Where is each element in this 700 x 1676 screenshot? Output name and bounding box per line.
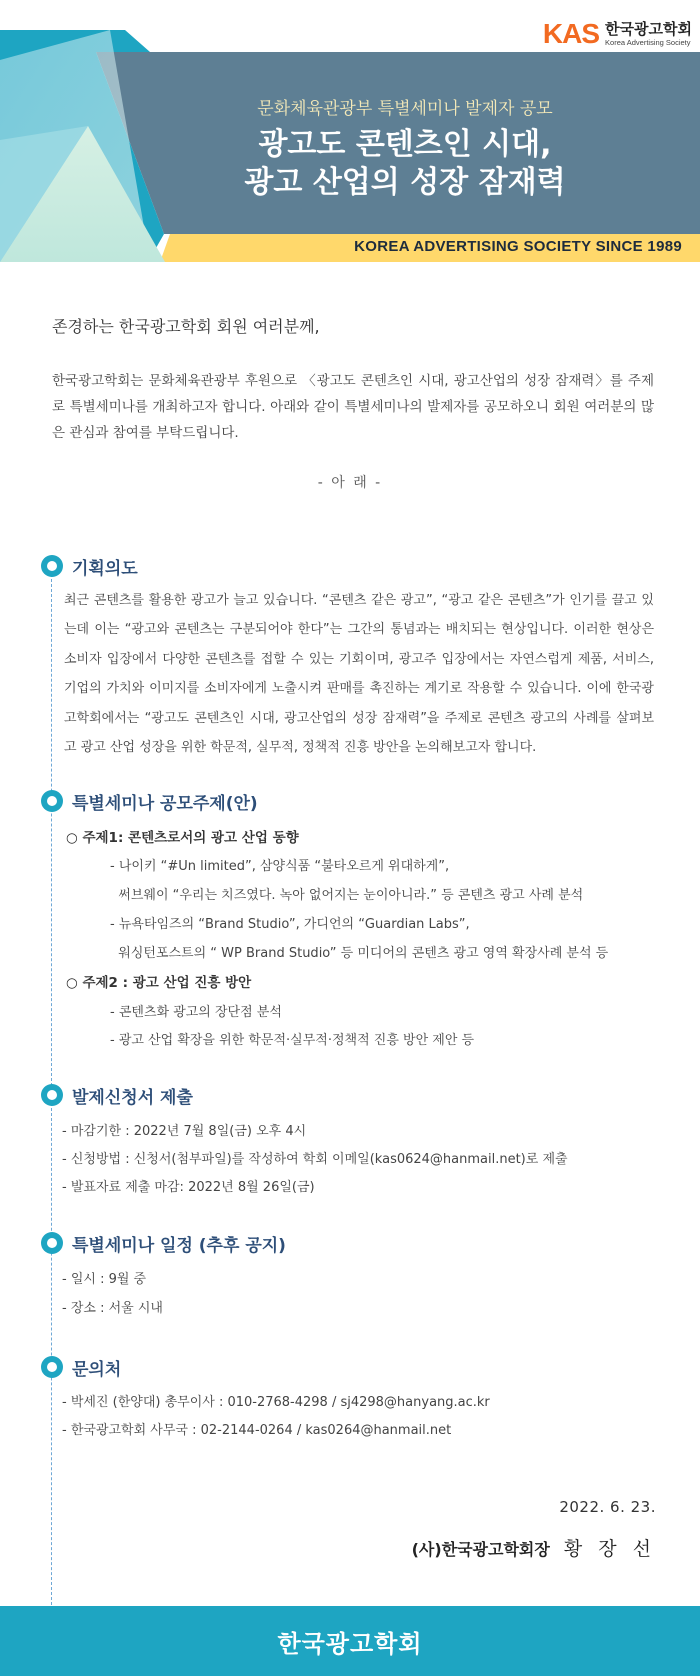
signature-org: (사)한국광고학회장 [411, 1540, 550, 1559]
logo-text [605, 21, 692, 47]
header-banner [0, 0, 700, 262]
topic-2-heading: ○ 주제2 : 광고 산업 진흥 방안 [66, 975, 252, 991]
header-band-text: KOREA ADVERTISING SOCIETY SINCE 1989 [354, 238, 682, 255]
section-bullet-icon [41, 555, 63, 577]
submission-line: - 신청방법 : 신청서(첨부파일)를 작성하여 학회 이메일(kas0624@hanmail.net)로 제출 [62, 1152, 568, 1167]
topic-1-heading: ○ 주제1: 콘텐츠로서의 광고 산업 동향 [66, 830, 299, 846]
topic-1-line: - 나이키 “#Un limited”, 삼양식품 “불타오르게 위대하게”, [110, 859, 450, 874]
contact-line: - 한국광고학회 사무국 : 02-2144-0264 / kas0264@hanmail.net [62, 1423, 452, 1438]
purpose-body: 최근 콘텐츠를 활용한 광고가 늘고 있습니다. “콘텐츠 같은 광고”, “광고 같은 콘텐츠”가 인기를 끌고 있는데 이는 “광고와 콘텐츠는 구분되어야 한다”는 그간의 통념과는 배치되는 현상입니다. 이러한 현상은 소비자 입장에서 다양한 콘텐츠를 접할 수 있는 기회이며, 광고주 입장에서는 자연스럽게 제품, 서비스, 기업의 가치와 이미지를 소비자에게 노출시켜 판매를 촉진하는 계기로 작용할 수 있습니다. 이에 한국광고학회에서는 “광고도 콘텐츠인 시대, 광고산업의 성장 잠재력”을 주제로 콘텐츠 광고의 사례를 살펴보고 광고 산업 성장을 위한 학문적, 실무적, 정책적 진흥 방안을 논의해보고자 합니다. [64, 593, 654, 756]
footer-label: 한국광고학회 [277, 1629, 423, 1658]
logo-mark: KAS [542, 18, 600, 49]
section-bullet-icon [41, 790, 63, 812]
topic-1-line: - 뉴욕타임즈의 “Brand Studio”, 가디언의 “Guardian Labs”, [110, 917, 470, 932]
section-title-topics: 특별세미나 공모주제(안) [72, 794, 258, 814]
kas-logo [543, 20, 692, 48]
section-title-schedule: 특별세미나 일정 (추후 공지) [72, 1236, 286, 1256]
signature-name: 황 장 선 [563, 1538, 656, 1560]
schedule-line: - 일시 : 9월 중 [62, 1272, 147, 1287]
footer-banner [0, 1606, 700, 1676]
logo-name-korean: 한국광고학회 [605, 20, 692, 39]
section-title-purpose: 기획의도 [72, 559, 138, 579]
topic-1-line: 워싱턴포스트의 “ WP Brand Studio” 등 미디어의 콘텐츠 광고 영역 확장사례 분석 등 [110, 946, 609, 961]
topic-1-line: 써브웨이 “우리는 치즈였다. 녹아 없어지는 눈이아니라.” 등 콘텐츠 광고 사례 분석 [110, 888, 584, 903]
topic-2-line: - 콘텐츠화 광고의 장단점 분석 [110, 1005, 282, 1020]
header-title [0, 126, 700, 202]
closing-date: 2022. 6. 23. [559, 1498, 656, 1516]
submission-line: - 발표자료 제출 마감: 2022년 8월 26일(금) [62, 1180, 315, 1195]
submission-line: - 마감기한 : 2022년 7월 8일(금) 오후 4시 [62, 1124, 307, 1139]
header-title-line1: 광고도 콘텐츠인 시대, [258, 127, 552, 162]
topic-2-line: - 광고 산업 확장을 위한 학문적·실무적·정책적 진흥 방안 제안 등 [110, 1033, 475, 1048]
header-title-line2: 광고 산업의 성장 잠재력 [244, 165, 566, 200]
header-subtitle: 문화체육관광부 특별세미나 발제자 공모 [257, 99, 553, 119]
notice-divider: - 아 래 - [317, 475, 383, 491]
section-bullet-icon [41, 1356, 63, 1378]
section-title-contact: 문의처 [72, 1360, 122, 1380]
section-title-submission: 발제신청서 제출 [72, 1088, 193, 1108]
greeting: 존경하는 한국광고학회 회원 여러분께, [52, 317, 320, 336]
logo-name-english: Korea Advertising Society [605, 37, 691, 47]
signature-block [412, 1534, 656, 1561]
section-bullet-icon [41, 1084, 63, 1106]
schedule-line: - 장소 : 서울 시내 [62, 1301, 163, 1316]
contact-line: - 박세진 (한양대) 총무이사 : 010-2768-4298 / sj4298@hanyang.ac.kr [62, 1395, 490, 1410]
intro-paragraph: 한국광고학회는 문화체육관광부 후원으로 〈광고도 콘텐츠인 시대, 광고산업의 성장 잠재력〉를 주제로 특별세미나를 개최하고자 합니다. 아래와 같이 특별세미나의 발제자를 공모하오니 회원 여러분의 많은 관심과 참여를 부탁드립니다. [52, 373, 654, 441]
section-bullet-icon [41, 1232, 63, 1254]
